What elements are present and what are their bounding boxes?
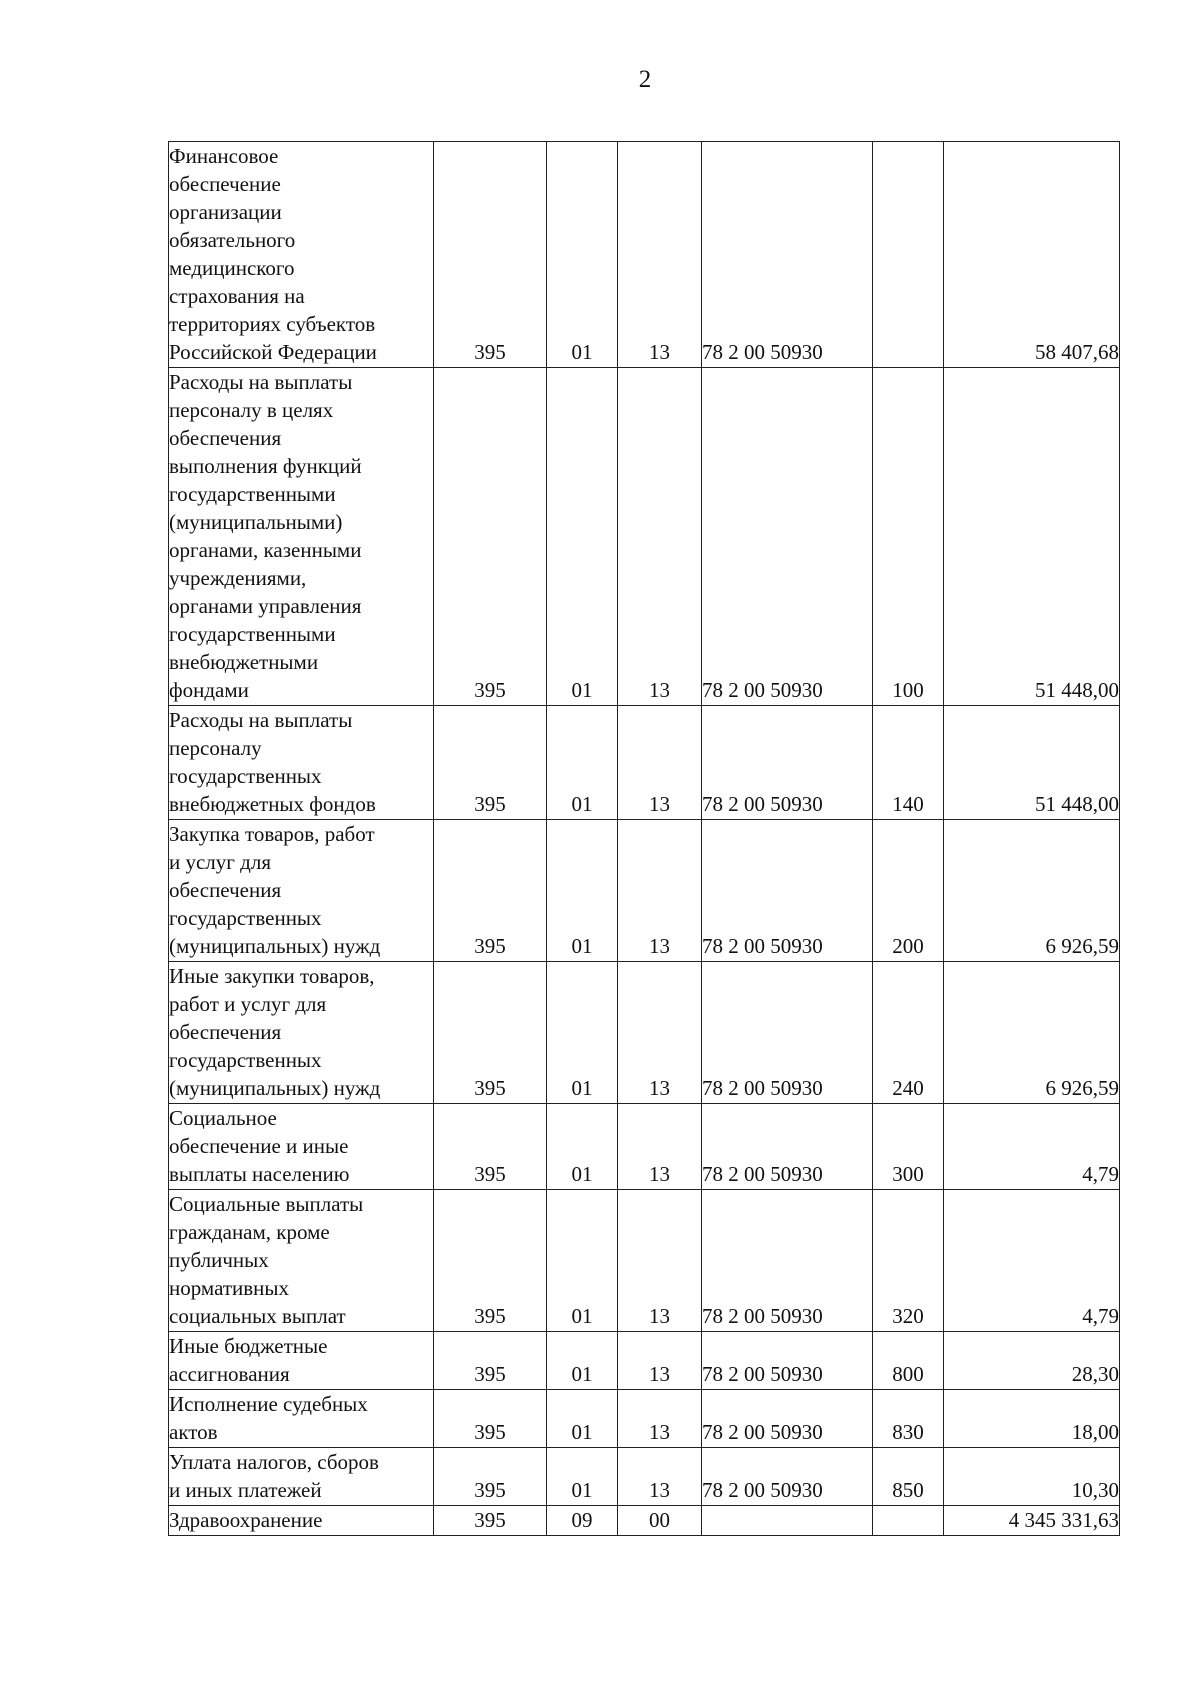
subsection-code-cell: 13 [618,1448,702,1506]
table-row [169,1506,1120,1536]
amount-cell: 4,79 [944,1190,1120,1332]
target-article-cell: 78 2 00 50930 [702,142,873,368]
subsection-code-cell: 13 [618,1332,702,1390]
row-name-cell: Социальное обеспечение и иные выплаты населению [169,1104,434,1190]
table-row [169,1390,1120,1448]
section-code-cell: 01 [547,1332,618,1390]
table-row [169,142,1120,368]
amount-cell: 6 926,59 [944,962,1120,1104]
target-article-cell: 78 2 00 50930 [702,368,873,706]
expense-type-cell: 100 [873,368,944,706]
expense-type-cell [873,1506,944,1536]
expense-type-cell: 830 [873,1390,944,1448]
table-row [169,1332,1120,1390]
subsection-code-cell: 13 [618,820,702,962]
ministry-code-cell: 395 [434,820,547,962]
ministry-code-cell: 395 [434,1190,547,1332]
row-name-cell: Здравоохранение [169,1506,434,1536]
section-code-cell: 01 [547,820,618,962]
row-name-cell: Расходы на выплаты персоналу в целях обеспечения выполнения функций государственными (муниципальными) органами, казенными учреждениями, органами управления государственными внебюджетными фондами [169,368,434,706]
target-article-cell: 78 2 00 50930 [702,1104,873,1190]
row-name-cell: Исполнение судебных актов [169,1390,434,1448]
amount-cell: 6 926,59 [944,820,1120,962]
amount-cell: 51 448,00 [944,706,1120,820]
expense-type-cell: 800 [873,1332,944,1390]
row-name-cell: Расходы на выплаты персоналу государственных внебюджетных фондов [169,706,434,820]
ministry-code-cell: 395 [434,1104,547,1190]
budget-table [168,141,1120,1536]
amount-cell: 4 345 331,63 [944,1506,1120,1536]
expense-type-cell [873,142,944,368]
ministry-code-cell: 395 [434,1506,547,1536]
ministry-code-cell: 395 [434,142,547,368]
subsection-code-cell: 13 [618,1190,702,1332]
section-code-cell: 01 [547,368,618,706]
target-article-cell: 78 2 00 50930 [702,962,873,1104]
table-row [169,706,1120,820]
amount-cell: 58 407,68 [944,142,1120,368]
ministry-code-cell: 395 [434,368,547,706]
target-article-cell: 78 2 00 50930 [702,820,873,962]
ministry-code-cell: 395 [434,706,547,820]
table-row [169,368,1120,706]
section-code-cell: 01 [547,1390,618,1448]
row-name-cell: Закупка товаров, работ и услуг для обеспечения государственных (муниципальных) нужд [169,820,434,962]
amount-cell: 18,00 [944,1390,1120,1448]
table-row [169,1190,1120,1332]
section-code-cell: 09 [547,1506,618,1536]
target-article-cell [702,1506,873,1536]
section-code-cell: 01 [547,1104,618,1190]
section-code-cell: 01 [547,962,618,1104]
amount-cell: 4,79 [944,1104,1120,1190]
ministry-code-cell: 395 [434,962,547,1104]
section-code-cell: 01 [547,1448,618,1506]
table-row [169,1104,1120,1190]
subsection-code-cell: 00 [618,1506,702,1536]
amount-cell: 28,30 [944,1332,1120,1390]
target-article-cell: 78 2 00 50930 [702,706,873,820]
table-row [169,1448,1120,1506]
subsection-code-cell: 13 [618,1390,702,1448]
ministry-code-cell: 395 [434,1332,547,1390]
ministry-code-cell: 395 [434,1390,547,1448]
table-row [169,962,1120,1104]
expense-type-cell: 850 [873,1448,944,1506]
subsection-code-cell: 13 [618,962,702,1104]
target-article-cell: 78 2 00 50930 [702,1190,873,1332]
target-article-cell: 78 2 00 50930 [702,1448,873,1506]
table-row [169,820,1120,962]
target-article-cell: 78 2 00 50930 [702,1390,873,1448]
section-code-cell: 01 [547,1190,618,1332]
row-name-cell: Социальные выплаты гражданам, кроме публичных нормативных социальных выплат [169,1190,434,1332]
row-name-cell: Уплата налогов, сборов и иных платежей [169,1448,434,1506]
expense-type-cell: 320 [873,1190,944,1332]
row-name-cell: Иные бюджетные ассигнования [169,1332,434,1390]
ministry-code-cell: 395 [434,1448,547,1506]
expense-type-cell: 200 [873,820,944,962]
section-code-cell: 01 [547,142,618,368]
subsection-code-cell: 13 [618,706,702,820]
subsection-code-cell: 13 [618,142,702,368]
page-number: 2 [638,66,652,93]
subsection-code-cell: 13 [618,368,702,706]
row-name-cell: Иные закупки товаров, работ и услуг для обеспечения государственных (муниципальных) нужд [169,962,434,1104]
amount-cell: 51 448,00 [944,368,1120,706]
row-name-cell: Финансовое обеспечение организации обязательного медицинского страхования на территориях субъектов Российской Федерации [169,142,434,368]
amount-cell: 10,30 [944,1448,1120,1506]
expense-type-cell: 300 [873,1104,944,1190]
section-code-cell: 01 [547,706,618,820]
subsection-code-cell: 13 [618,1104,702,1190]
expense-type-cell: 140 [873,706,944,820]
expense-type-cell: 240 [873,962,944,1104]
target-article-cell: 78 2 00 50930 [702,1332,873,1390]
